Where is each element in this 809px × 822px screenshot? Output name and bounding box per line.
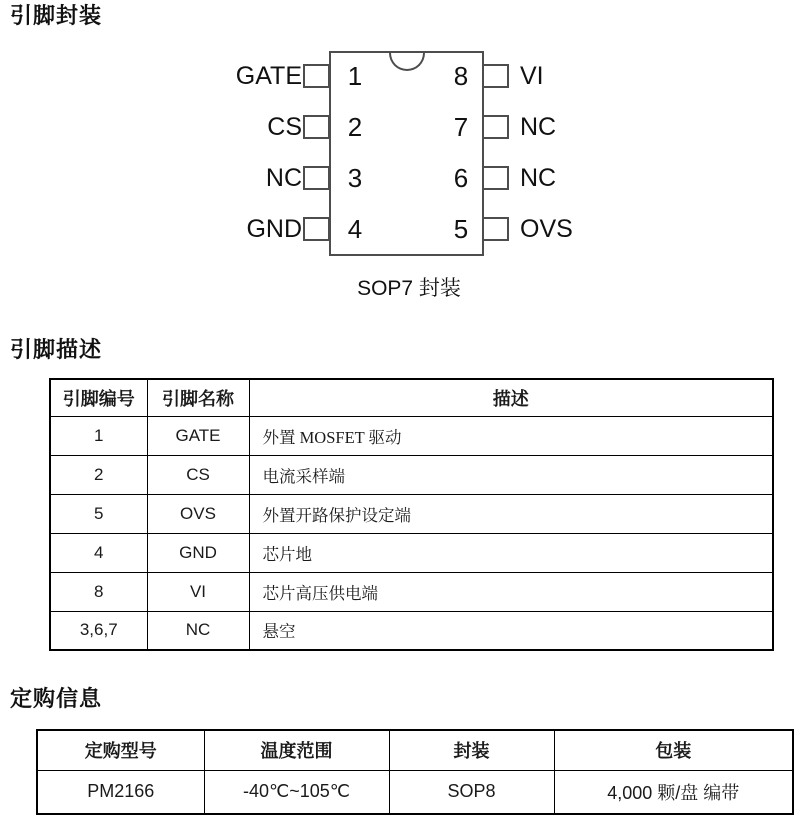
pin-number-cell: 5 xyxy=(50,494,147,533)
pin-table-header-row xyxy=(50,379,773,416)
col-header-package: 封装 xyxy=(389,730,554,770)
pin-number-3: 3 xyxy=(347,163,363,193)
pin-pad-3 xyxy=(303,166,330,190)
pin-number-cell: 1 xyxy=(50,416,147,455)
pin-label-gnd: GND xyxy=(246,215,302,243)
pin-name-cell: GND xyxy=(147,533,249,572)
table-row xyxy=(50,455,773,494)
table-row xyxy=(50,494,773,533)
pin-label-ovs: OVS xyxy=(520,215,573,243)
pin-description-cell: 芯片地 xyxy=(249,533,773,572)
pin-number-7: 7 xyxy=(453,112,469,142)
pin-number-4: 4 xyxy=(347,214,363,244)
order-model-cell: PM2166 xyxy=(37,770,204,814)
section-title-pin-package: 引脚封装 xyxy=(10,3,103,28)
table-row xyxy=(50,611,773,650)
pin-description-cell: 外置 MOSFET 驱动 xyxy=(249,416,773,455)
pin-pad-8 xyxy=(482,64,509,88)
pin-name-cell: OVS xyxy=(147,494,249,533)
pin-number-8: 8 xyxy=(453,61,469,91)
pin-label-cs: CS xyxy=(267,113,302,141)
table-row xyxy=(50,533,773,572)
temp-range-cell: -40℃~105℃ xyxy=(204,770,389,814)
col-header-packing: 包装 xyxy=(554,730,793,770)
pin-pad-4 xyxy=(303,217,330,241)
section-title-ordering-info: 定购信息 xyxy=(10,686,103,711)
col-header-pin-name: 引脚名称 xyxy=(147,379,249,416)
pin-label-vi: VI xyxy=(520,62,544,90)
pin-label-gate: GATE xyxy=(235,62,302,90)
pin-pad-1 xyxy=(303,64,330,88)
pin-number-2: 2 xyxy=(347,112,363,142)
order-table-header-row xyxy=(37,730,793,770)
pin-label-nc-3: NC xyxy=(265,164,302,192)
section-title-pin-description: 引脚描述 xyxy=(10,337,103,362)
pin-number-5: 5 xyxy=(453,214,469,244)
pin-description-cell: 外置开路保护设定端 xyxy=(249,494,773,533)
ordering-info-table xyxy=(36,729,794,815)
pin-pad-7 xyxy=(482,115,509,139)
package-caption: SOP7 封装 xyxy=(357,277,461,300)
table-row xyxy=(50,572,773,611)
pin-pad-5 xyxy=(482,217,509,241)
pin-label-nc-7: NC xyxy=(520,113,557,141)
pin-pad-6 xyxy=(482,166,509,190)
pin-number-1: 1 xyxy=(347,61,363,91)
pin-number-cell: 8 xyxy=(50,572,147,611)
sop7-package-diagram xyxy=(0,0,809,310)
pin-number-cell: 4 xyxy=(50,533,147,572)
pin-description-cell: 悬空 xyxy=(249,611,773,650)
pin-label-nc-6: NC xyxy=(520,164,557,192)
col-header-description: 描述 xyxy=(249,379,773,416)
table-row xyxy=(50,416,773,455)
table-row xyxy=(37,770,793,814)
orientation-notch-icon xyxy=(389,53,425,71)
pin-name-cell: NC xyxy=(147,611,249,650)
pin-name-cell: CS xyxy=(147,455,249,494)
pin-description-cell: 电流采样端 xyxy=(249,455,773,494)
pin-name-cell: GATE xyxy=(147,416,249,455)
pin-name-cell: VI xyxy=(147,572,249,611)
pin-number-6: 6 xyxy=(453,163,469,193)
col-header-pin-number: 引脚编号 xyxy=(50,379,147,416)
package-cell: SOP8 xyxy=(389,770,554,814)
pin-pad-2 xyxy=(303,115,330,139)
packing-cell: 4,000 颗/盘 编带 xyxy=(554,770,793,814)
col-header-order-model: 定购型号 xyxy=(37,730,204,770)
pin-number-cell: 3,6,7 xyxy=(50,611,147,650)
pin-description-cell: 芯片高压供电端 xyxy=(249,572,773,611)
col-header-temp-range: 温度范围 xyxy=(204,730,389,770)
pin-description-table xyxy=(49,378,774,651)
pin-number-cell: 2 xyxy=(50,455,147,494)
